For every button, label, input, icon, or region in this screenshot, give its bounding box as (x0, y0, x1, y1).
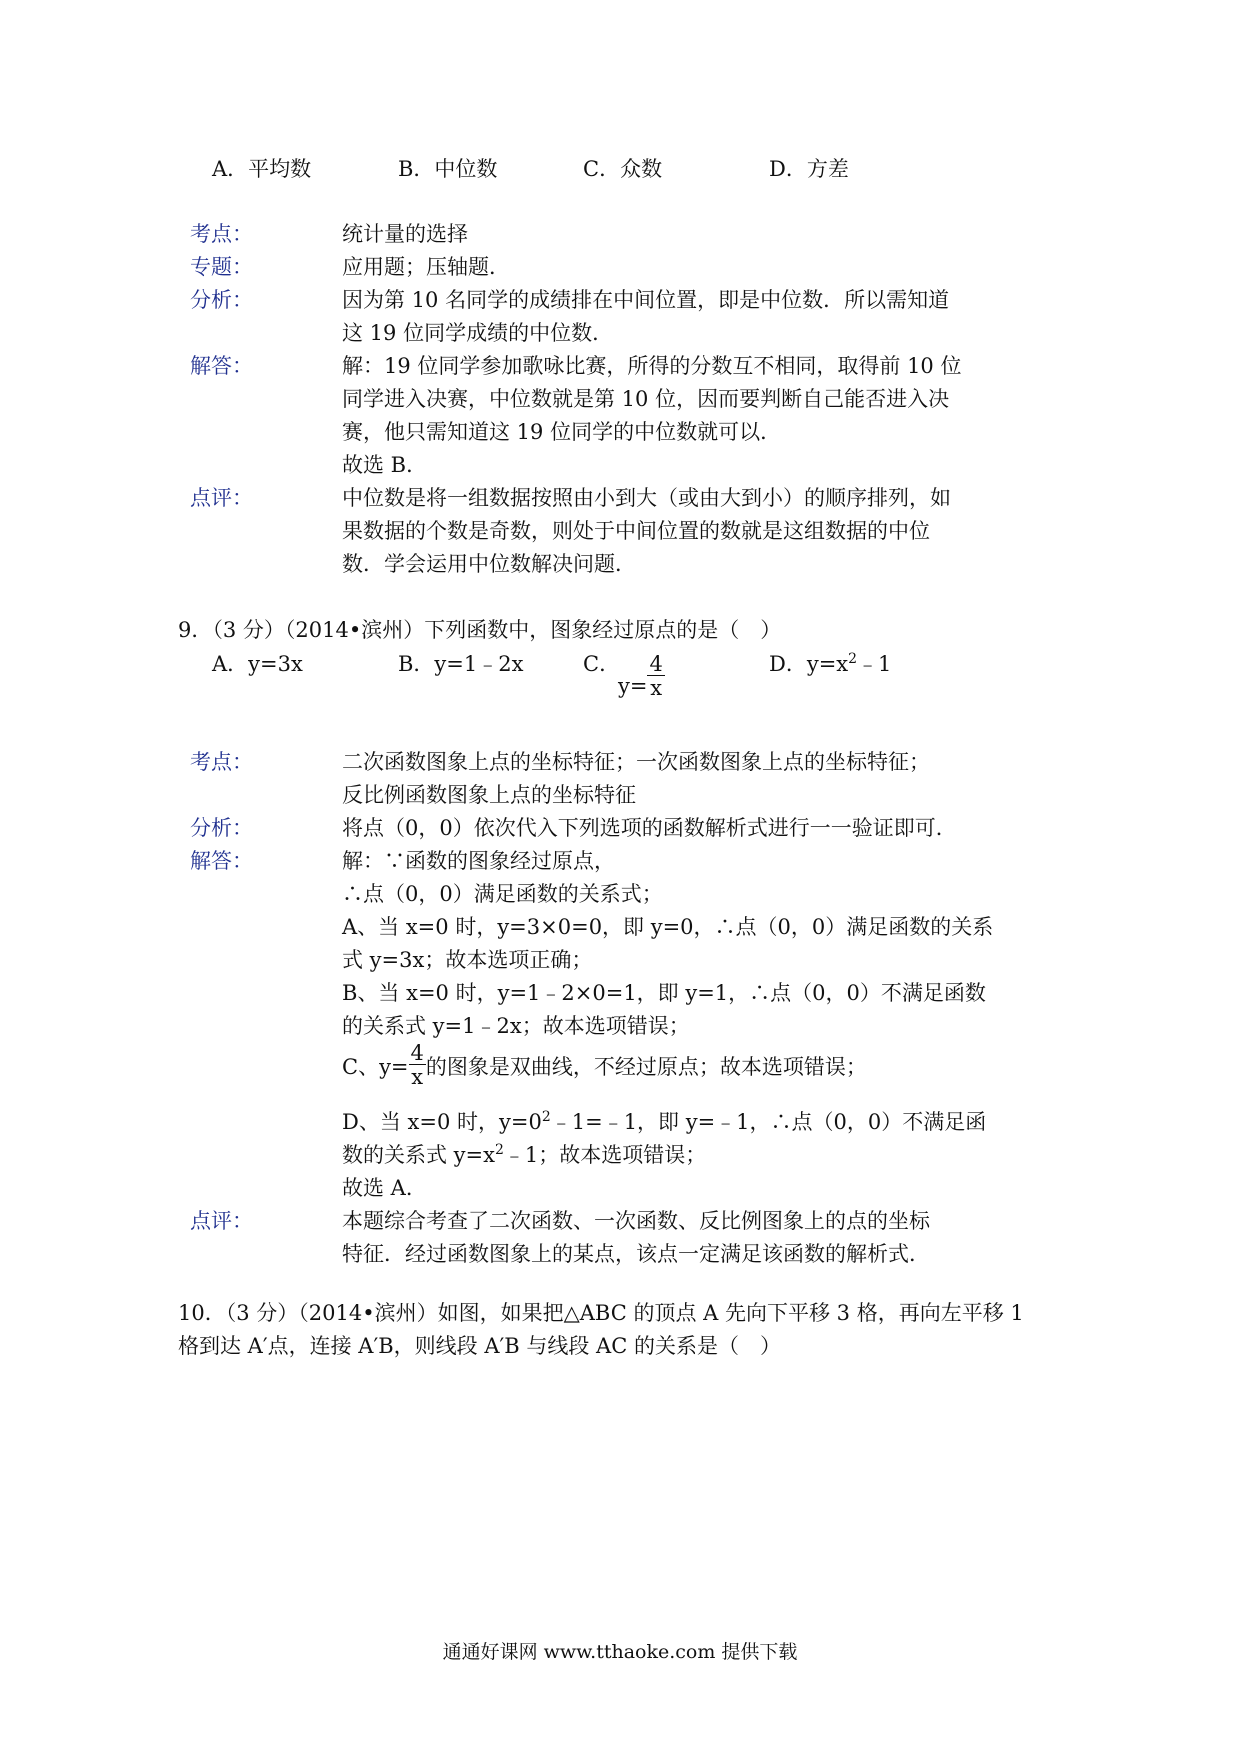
q9-jieda-line: B、当 x=0 时，y=1﹣2×0=1，即 y=1，∴点（0，0）不满足函数 (342, 981, 986, 1005)
q9-jieda-c-suffix: 的图象是双曲线，不经过原点；故本选项错误； (425, 1054, 867, 1079)
q8-jieda-line: 解：19 位同学参加歌咏比赛，所得的分数互不相同，取得前 10 位 (342, 354, 962, 378)
q9-jieda-d2-rest: ﹣1；故本选项错误； (503, 1143, 707, 1167)
q8-option-c: C．众数 (583, 157, 663, 181)
q9-jieda-c-prefix: C、y= (342, 1054, 409, 1079)
q9-jieda-line: 的关系式 y=1﹣2x；故本选项错误； (342, 1014, 690, 1038)
q9-option-c-prefix: C． (583, 652, 621, 676)
q9-option-d-rest: ﹣1 (857, 652, 892, 676)
q9-option-c-denominator: x (650, 676, 663, 700)
q9-jieda-line: 式 y=3x；故本选项正确； (342, 948, 593, 972)
q8-kaodian-text: 统计量的选择 (342, 222, 468, 246)
q8-dianping-line: 果数据的个数是奇数，则处于中间位置的数就是这组数据的中位 (342, 519, 930, 543)
q8-option-d: D．方差 (769, 157, 849, 181)
q9-option-c-formula (618, 654, 665, 699)
q8-option-a: A．平均数 (212, 157, 312, 181)
q9-option-b: B．y=1﹣2x (398, 652, 524, 676)
q9-jieda-final: 故选 A． (342, 1176, 427, 1200)
q9-jieda-d-line (342, 1106, 986, 1139)
q8-zhuanti-text: 应用题；压轴题． (342, 255, 510, 279)
q9-jieda-c-line (342, 1043, 867, 1103)
q8-dianping-label: 点评： (190, 486, 253, 510)
q9-jieda-line: ∴点（0，0）满足函数的关系式； (342, 882, 663, 906)
q9-dianping-line: 特征．经过函数图象上的某点，该点一定满足该函数的解析式． (342, 1242, 930, 1266)
q9-fenxi-text: 将点（0，0）依次代入下列选项的函数解析式进行一一验证即可． (342, 816, 957, 840)
q8-dianping-line: 数．学会运用中位数解决问题． (342, 552, 636, 576)
page-footer: 通通好课网 www.tthaoke.com 提供下载 (442, 1641, 798, 1663)
q9-option-c-numerator: 4 (649, 652, 663, 676)
q9-option-d (769, 648, 891, 678)
q8-dianping-line: 中位数是将一组数据按照由小到大（或由大到小）的顺序排列，如 (342, 486, 951, 510)
q9-jieda-d1-exponent: 2 (541, 1109, 551, 1125)
q9-jieda-line: 解：∵函数的图象经过原点， (342, 849, 615, 873)
q10-stem-line: 格到达 A′点，连接 A′B，则线段 A′B 与线段 AC 的关系是（ ） (178, 1334, 781, 1358)
q9-dianping-label: 点评： (190, 1209, 253, 1233)
q9-option-d-base: D．y=x (769, 652, 849, 676)
q8-jieda-line: 同学进入决赛，中位数就是第 10 位，因而要判断自己能否进入决 (342, 387, 950, 411)
q8-option-b: B．中位数 (398, 157, 498, 181)
q9-kaodian-label: 考点： (190, 750, 253, 774)
q9-jieda-label: 解答： (190, 849, 253, 873)
q9-jieda-d1-base: D、当 x=0 时，y=0 (342, 1110, 542, 1134)
q8-jieda-line: 赛，他只需知道这 19 位同学的中位数就可以． (342, 420, 782, 444)
q9-jieda-c-denominator: x (411, 1065, 424, 1089)
q8-fenxi-line: 这 19 位同学成绩的中位数． (342, 321, 614, 345)
q8-jieda-label: 解答： (190, 354, 253, 378)
q9-jieda-line: A、当 x=0 时，y=3×0=0，即 y=0，∴点（0，0）满足函数的关系 (342, 915, 994, 939)
q9-jieda-d-line (342, 1139, 986, 1172)
q8-fenxi-label: 分析： (190, 288, 253, 312)
q9-jieda-c-numerator: 4 (410, 1041, 424, 1065)
q8-fenxi-line: 因为第 10 名同学的成绩排在中间位置，即是中位数．所以需知道 (342, 288, 950, 312)
q9-option-a: A．y=3x (212, 652, 303, 676)
q9-option-c (583, 648, 620, 678)
q9-jieda-d2-exponent: 2 (494, 1142, 504, 1158)
q10-stem (178, 1297, 1024, 1363)
q9-jieda-d1-rest: ﹣1=﹣1，即 y=﹣1，∴点（0，0）不满足函 (550, 1110, 987, 1134)
q10-stem-line: 10．（3 分）（2014•滨州）如图，如果把△ABC 的顶点 A 先向下平移 3 格，再向左平移 1 (178, 1301, 1024, 1325)
q8-zhuanti-label: 专题： (190, 255, 253, 279)
q9-stem: 9．（3 分）（2014•滨州）下列函数中，图象经过原点的是（ ） (178, 618, 782, 642)
q9-kaodian-line: 反比例函数图象上点的坐标特征 (342, 783, 636, 807)
q9-jieda-d2-base: 数的关系式 y=x (342, 1143, 495, 1167)
q8-kaodian-label: 考点： (190, 222, 253, 246)
q9-option-c-y: y= (618, 673, 648, 698)
q9-fenxi-label: 分析： (190, 816, 253, 840)
q9-kaodian-line: 二次函数图象上点的坐标特征；一次函数图象上点的坐标特征； (342, 750, 930, 774)
q9-dianping-line: 本题综合考查了二次函数、一次函数、反比例图象上的点的坐标 (342, 1209, 930, 1233)
q8-jieda-line: 故选 B． (342, 453, 428, 477)
q9-option-d-exponent: 2 (848, 651, 858, 667)
